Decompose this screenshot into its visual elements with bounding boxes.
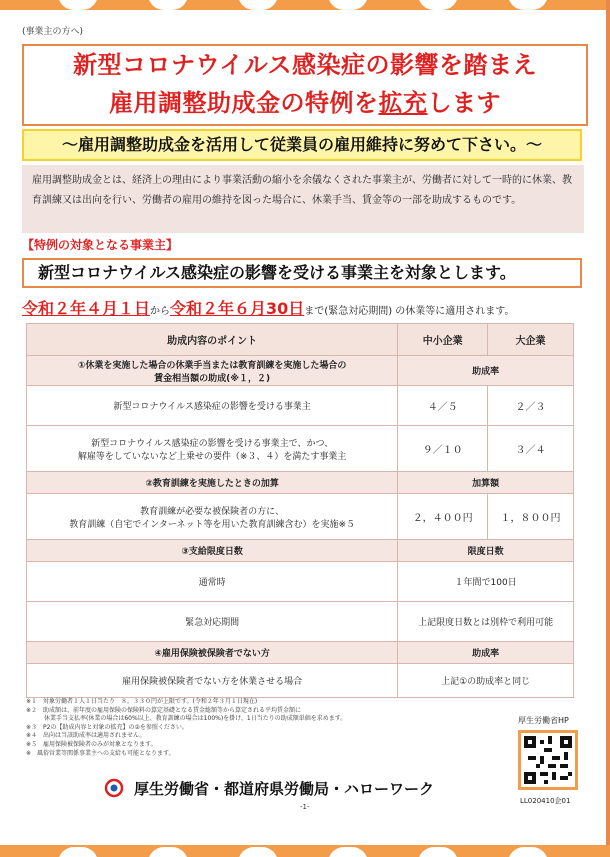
- table-row: 新型コロナウイルス感染症の影響を受ける事業主で、かつ、 解雇等をしていないなど上乗せの要件（※３、４）を満たす事業主 ９／１０ ３／４: [27, 426, 574, 472]
- title-line-1: 新型コロナウイルス感染症の影響を踏まえ: [72, 51, 538, 79]
- section-4-row: [27, 642, 574, 664]
- section-4-title: ④雇用保険被保険者でない方: [27, 642, 398, 664]
- right-edge-stripe: [606, 0, 610, 857]
- table-row: 新型コロナウイルス感染症の影響を受ける事業主 ４／５ ２／３: [27, 386, 574, 426]
- note: ※４ 出向は当該助成率は適用されません。: [26, 732, 146, 740]
- hp-label: 厚生労働省HP: [518, 716, 569, 725]
- section-4-col: 助成率: [398, 642, 574, 664]
- period-statement: 令和２年４月１日から令和２年６月30日まで(緊急対応期間) の休業等に適用されます。: [22, 299, 515, 318]
- ministry-logo-icon: [104, 778, 124, 798]
- section-1-row: [27, 356, 574, 386]
- section-3-title: ③支給限度日数: [27, 540, 398, 562]
- header-point: 助成内容のポイント: [27, 324, 398, 356]
- table-row: 緊急対応期間 上記限度日数とは別枠で利用可能: [27, 602, 574, 642]
- subtitle-banner: ～雇用調整助成金を活用して従業員の雇用維持に努めて下さい。～: [22, 129, 582, 161]
- footer: [104, 776, 504, 800]
- section-2-title: ②教育訓練を実施したときの加算: [27, 472, 398, 494]
- table-row: 通常時 １年間で100日: [27, 562, 574, 602]
- period-start: 令和２年４月１日: [22, 299, 151, 318]
- period-end: 令和２年６月30日: [170, 299, 305, 318]
- note: ※３ P2の【助成内容と対象の拡充】の②を参照ください。: [26, 723, 188, 731]
- section-2-col: 加算額: [398, 472, 574, 494]
- qr-code[interactable]: [518, 730, 578, 790]
- audience-label: (事業主の方へ): [22, 27, 84, 37]
- section-1-col: 助成率: [398, 356, 574, 386]
- section-1-title: ①休業を実施した場合の休業手当または教育訓練を実施した場合の 賃金相当額の助成(※１，２): [27, 356, 398, 386]
- footnotes: [26, 698, 496, 758]
- note: ※ 風俗営業等関係事業主への支給も可能となります。: [26, 749, 175, 757]
- section-2-row: [27, 472, 574, 494]
- table-row: 雇用保険被保険者でない方を休業させる場合 上記①の助成率と同じ: [27, 664, 574, 698]
- top-decoration-bar: [0, 0, 610, 10]
- title-line-2: 雇用調整助成金の特例を拡充します: [109, 89, 501, 117]
- title-emphasis: 拡充: [378, 89, 428, 117]
- qr-code-icon: [524, 736, 572, 784]
- section-3-col: 限度日数: [398, 540, 574, 562]
- note: ※２ 助成額は、前年度の雇用保険の保険料の算定基礎となる賃金総額等から算定される平均賃金額に: [26, 706, 302, 714]
- header-large: 大企業: [488, 324, 574, 356]
- title-box: [22, 44, 588, 126]
- description-box: 雇用調整助成金とは、経済上の理由により事業活動の縮小を余儀なくされた事業主が、労働者に対して一時的に休業、教育訓練又は出向を行い、労働者の雇用の維持を図った場合に、休業手当、賃金等の一部を助成するものです。: [22, 165, 584, 233]
- page-number: -1-: [300, 803, 310, 811]
- footer-label: 厚生労働省・都道府県労働局・ハローワーク: [134, 779, 435, 798]
- subsidy-table: [26, 323, 574, 698]
- note: 休業手当支払率(休業の場合は60%以上、教育訓練の場合は100%)を掛け、1日当たりの助成額単価を求めます。: [26, 715, 347, 723]
- header-sme: 中小企業: [398, 324, 488, 356]
- bottom-decoration-bar: [0, 845, 610, 857]
- table-header-row: [27, 324, 574, 356]
- document-code: LL020410企01: [520, 797, 571, 805]
- section-3-row: [27, 540, 574, 562]
- note: ※１ 対象労働者１人１日当たり ８，３３０円が上限です。(令和２年３月１日現在): [26, 698, 258, 705]
- section-heading: 【特例の対象となる事業主】: [22, 238, 179, 252]
- note: ※５ 雇用保険被保険者のみが対象となります。: [26, 740, 157, 748]
- target-statement: 新型コロナウイルス感染症の影響を受ける事業主を対象とします。: [22, 258, 582, 288]
- table-row: 教育訓練が必要な被保険者の方に、 教育訓練（自宅でインターネット等を用いた教育訓練含む）を実施※５ ２，４００円 １，８００円: [27, 494, 574, 540]
